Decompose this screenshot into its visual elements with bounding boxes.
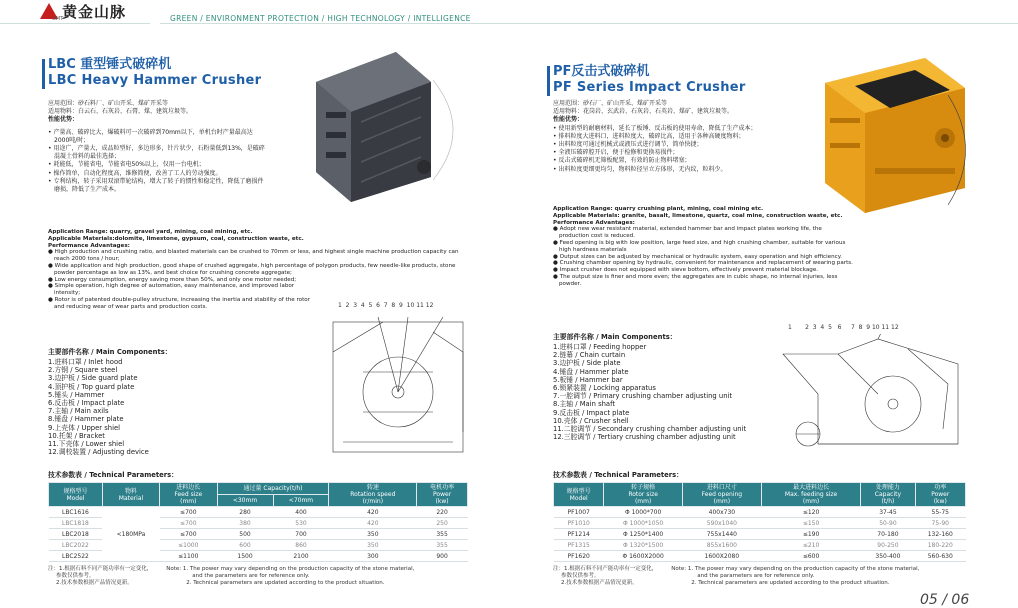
product-title-cn: PF反击式破碎机 — [553, 64, 650, 79]
header-divider — [160, 23, 1018, 24]
table-row: LBC2022 ≤1000 600 860 350 355 — [49, 540, 468, 551]
tech-params-section — [553, 465, 973, 587]
col-cap-a: <30mm — [217, 495, 273, 507]
table-row: PF1010 Φ 1000*1050 590x1040 ≤150 50-90 75-90 — [554, 518, 966, 529]
logo-subtext: GMT — [52, 16, 64, 22]
cn-materials: 适用物料：花岗岩、玄武岩、石灰岩、石英岩、煤矿、建筑垃圾等。 — [553, 108, 734, 116]
cn-usage: 应用范围：砂石料厂、矿山开采、煤矿开采等 — [48, 100, 169, 107]
cn-adv-item: • 全液压破碎腔开启，便于检修和更换易损件； — [553, 149, 679, 157]
notes-cn: 注：1.根据石料不同产能功率有一定变化， 参数仅供参考。 2.技术参数根据产品情况更新。 — [48, 566, 153, 586]
impact-crusher-drawing — [778, 334, 968, 459]
component-item: 12.三腔调节 / Tertiary crushing chamber adjusting unit — [553, 433, 736, 442]
en-adv-item: ● Low energy consumption, energy saving more than 50%, and only one motor needed; — [48, 276, 297, 283]
cn-adv-title: 性能优势： — [553, 116, 584, 124]
component-item: 10.托架 / Bracket — [48, 431, 105, 440]
en-adv-item: ● Impact crusher does not equipped with sieve bottom, effectively prevent material blockage. — [553, 267, 819, 274]
component-item: 12.调校装置 / Adjusting device — [48, 448, 149, 457]
component-item: 8.锤盘 / Hammer plate — [48, 415, 124, 424]
component-item: 7.主轴 / Main axils — [48, 407, 109, 416]
product-title-cn: LBC 重型锤式破碎机 — [48, 57, 172, 72]
cn-adv-item: • 排料粒度大进料口，进料粒度大，破碎比高，适用于各种高硬度物料； — [553, 132, 745, 140]
component-item: 8.主轴 / Main shaft — [553, 400, 616, 409]
en-app: Application Range: quarry, gravel yard, mining, coal mining, etc. — [48, 229, 253, 235]
en-adv-item: ● The output size is finer and more even; the aggregates are in cubic shape, no internal injuries, less powder. — [553, 273, 838, 287]
cn-adv-item: • 反击式破碎机无筛板配置，有效的防止物料堵塞； — [553, 157, 691, 165]
en-adv-item: ● Wide application and high production, good shape of crushed aggregate, high percentage of polygon products, few needle-like products, stone powder percentage as low as 13%, and best choice for crushing concrete aggregate; — [48, 262, 456, 276]
cn-materials: 适用物料：白云石、石灰岩、石膏、煤、建筑垃圾等。 — [48, 108, 193, 116]
en-adv-item: ● Simple operation, high degree of automation, easy maintenance, and improved labor intensity; — [48, 283, 295, 297]
cn-description — [553, 100, 808, 174]
components-section — [48, 340, 172, 456]
cn-adv-item: • 出料粒度更细更均匀，物料粒径呈立方体形，无内纹，粒料少。 — [553, 165, 727, 173]
lbc-params-table — [48, 482, 468, 562]
notes-en: Note: 1. The power may vary depending on the production capacity of the stone material, and the parameters are for reference only. 2. Technical parameters are updated according to the product situation. — [671, 566, 920, 586]
decorative-arc — [433, 80, 473, 180]
col-model: 规格型号 Model — [49, 483, 103, 507]
table-notes — [553, 566, 973, 587]
cn-adv-item: • 耗能低，节能省电，节能省电50%以上，仅用一台电机； — [48, 161, 205, 169]
cn-description — [48, 100, 268, 194]
cn-adv-item: • 操作简单，自动化程度高，维修简便，改善了工人的劳动强度。 — [48, 169, 222, 177]
cn-adv-item: • 使用新型的耐磨材料，延长了板锤、反击板的使用寿命，降低了生产成本； — [553, 124, 757, 132]
cn-adv-item: • 专利结构，转子采用双滚带轮结构，增大了转子的惯性和稳定性，降低了磨损件磨损，降低了生产成本。 — [48, 177, 264, 194]
table-row: PF1007 Φ 1000*700 400x730 ≤120 37-45 55-75 — [554, 507, 966, 518]
en-mat: Applicable Materials:dolomite, limestone, gypsum, coal, construction waste, etc. — [48, 235, 304, 242]
component-item: 9.反击板 / Impact plate — [553, 408, 630, 417]
product-title-en: LBC Heavy Hammer Crusher — [48, 73, 262, 88]
component-item: 3.边护板 / Side guard plate — [48, 374, 138, 383]
notes-en: Note: 1. The power may vary depending on the production capacity of the stone material, and the parameters are for reference only. 2. Technical parameters are updated according to the product situation. — [166, 566, 415, 586]
title-accent-bar — [547, 66, 550, 96]
tech-params-title: 技术参数表 / Technical Parameters： — [48, 471, 178, 479]
col-capacity: 处理能力 Capacity (t/h) — [861, 483, 915, 507]
component-item: 6.锁紧装置 / Locking apparatus — [553, 384, 656, 393]
drawing-part-numbers: 1 2 3 4 5 6 7 8 9 10 11 12 — [788, 324, 899, 331]
component-item: 6.反击板 / Impact plate — [48, 399, 125, 408]
decorative-arc — [948, 95, 978, 205]
component-item: 5.板锤 / Hammer bar — [553, 375, 623, 384]
table-row: PF1620 Φ 1600X2000 1600X2080 ≤600 350-400 560-630 — [554, 551, 966, 562]
components-title: 主要部件名称 / Main Components： — [48, 348, 172, 356]
en-adv-item: ● Feed opening is big with low position, large feed size, and high crushing chamber, suitable for various high hardness materials — [553, 239, 846, 253]
component-item: 3.边护板 / Side plate — [553, 359, 621, 368]
en-description — [48, 229, 463, 311]
cn-adv-item: • 出料粒度可通过机械式或液压式进行调节，简单快捷； — [553, 141, 703, 149]
col-power: 功率 Power (kw) — [915, 483, 965, 507]
col-cap-b: <70mm — [273, 495, 329, 507]
components-section — [553, 325, 746, 441]
hammer-crusher-photo — [296, 52, 436, 202]
tech-params-section — [48, 465, 468, 587]
hammer-crusher-drawing — [323, 312, 473, 460]
cn-usage: 应用范围：砂石厂、矿山开采、煤矿开采等 — [553, 100, 668, 107]
page-numbers: 05 / 06 — [920, 592, 970, 608]
cn-adv-title: 性能优势： — [48, 116, 79, 124]
col-material: 物料 Material — [102, 483, 159, 507]
pf-params-table — [553, 482, 966, 562]
en-adv-title: Performance Advantages: — [48, 242, 130, 249]
component-item: 9.上壳体 / Upper shiel — [48, 423, 121, 432]
table-row: LBC1616 <180MPa ≤700 280 400 420 220 — [49, 507, 468, 518]
table-row: LBC2522 ≤1100 1500 2100 300 900 — [49, 551, 468, 562]
component-item: 2.链幕 / Chain curtain — [553, 351, 626, 360]
pf-panel — [553, 40, 1018, 600]
col-feed: 进料边长 Feed size (mm) — [160, 483, 217, 507]
en-adv-item: ● High production and crushing ratio, and blasted materials can be crushed to 70mm or less, and highest single machine production capacity can reach 2000 tons / hour; — [48, 249, 459, 263]
en-adv-item: ● Rotor is of patented double-pulley structure, increasing the inertia and stability of the rotor and reducing wear of wear parts and production costs. — [48, 296, 311, 310]
col-rotor: 转子规格 Rotor size (mm) — [604, 483, 683, 507]
en-adv-item: ● Adopt new wear resistant material, extended hammer bar and impact plates working life, the production cost is reduced. — [553, 226, 822, 240]
component-item: 7.一腔调节 / Primary crushing chamber adjusting unit — [553, 392, 733, 401]
en-description — [553, 206, 853, 288]
table-row: PF1315 Φ 1320*1500 855x1600 ≤210 90-250 180-220 — [554, 540, 966, 551]
cn-adv-item: • 用途广，产量大，成品粒型好，多边形多，针片状少，石粉量低到13%，是破碎混凝土骨料的最佳选择； — [48, 145, 265, 161]
component-item: 1.进料口罩 / Inlet hood — [48, 358, 123, 366]
col-model: 规格型号 Model — [554, 483, 604, 507]
notes-cn: 注：1.根据石料不同产能功率有一定变化， 参数仅供参考。 2.技术参数根据产品情况更新。 — [553, 566, 658, 586]
title-accent-bar — [42, 59, 45, 89]
component-item: 5.锤头 / Hammer — [48, 390, 105, 399]
component-item: 11.二腔调节 / Secondary crushing chamber adjusting unit — [553, 425, 747, 434]
table-row: LBC2018 ≤700 500 700 350 355 — [49, 529, 468, 540]
col-speed: 转速 Rotation speed (r/min) — [329, 483, 417, 507]
table-row: PF1214 Φ 1250*1400 755x1440 ≤190 70-180 132-160 — [554, 529, 966, 540]
page-header — [0, 0, 1018, 28]
slogan: GREEN / ENVIRONMENT PROTECTION / HIGH TECHNOLOGY / INTELLIGENCE — [170, 14, 471, 23]
component-item: 10.壳体 / Crusher shell — [553, 416, 629, 425]
lbc-panel — [48, 40, 518, 600]
col-feed-opening: 进料口尺寸 Feed opening (mm) — [682, 483, 761, 507]
table-notes — [48, 566, 468, 587]
en-adv-item: ● Crushing chamber opening by hydraulic, convenient for maintenance and replacement of wearing parts. — [553, 260, 853, 267]
table-row: LBC1818 ≤700 380 530 420 250 — [49, 518, 468, 529]
en-adv-title: Performance Advantages: — [553, 219, 635, 226]
product-title-en: PF Series Impact Crusher — [553, 80, 746, 95]
col-max-feed: 最大进料边长 Max. feeding size (mm) — [761, 483, 861, 507]
tech-params-title: 技术参数表 / Technical Parameters： — [553, 471, 683, 479]
component-item: 11.下壳体 / Lower shiel — [48, 440, 125, 449]
col-power: 电机功率 Power (kw) — [417, 483, 468, 507]
component-item: 4.锤盘 / Hammer plate — [553, 367, 629, 376]
cn-adv-item: • 产量高、破碎比大，爆破料可一次破碎到70mm以下，单机台时产量最高达2000吨/时； — [48, 128, 253, 144]
col-capacity: 通过量 Capacity(t/h) — [217, 483, 329, 495]
logo-text: 黄金山脉 — [62, 2, 127, 21]
component-item: 4.顶护板 / Top guard plate — [48, 382, 135, 391]
components-title: 主要部件名称 / Main Components： — [553, 333, 677, 341]
component-item: 2.方钢 / Square steel — [48, 366, 118, 375]
en-app: Application Range: quarry crushing plant, mining, coal mining etc. — [553, 206, 764, 212]
header-divider-left — [0, 23, 150, 24]
en-adv-item: ● Output sizes can be adjusted by mechanical or hydraulic system, easy operation and high efficiency. — [553, 253, 843, 260]
en-mat: Applicable Materials: granite, basalt, limestone, quartz, coal mine, construction waste, etc. — [553, 212, 843, 219]
material-value: <180MPa — [102, 507, 159, 562]
drawing-part-numbers: 1 2 3 4 5 6 7 8 9 10 11 12 — [338, 302, 434, 309]
component-item: 1.进料口罩 / Feeding hopper — [553, 343, 647, 351]
